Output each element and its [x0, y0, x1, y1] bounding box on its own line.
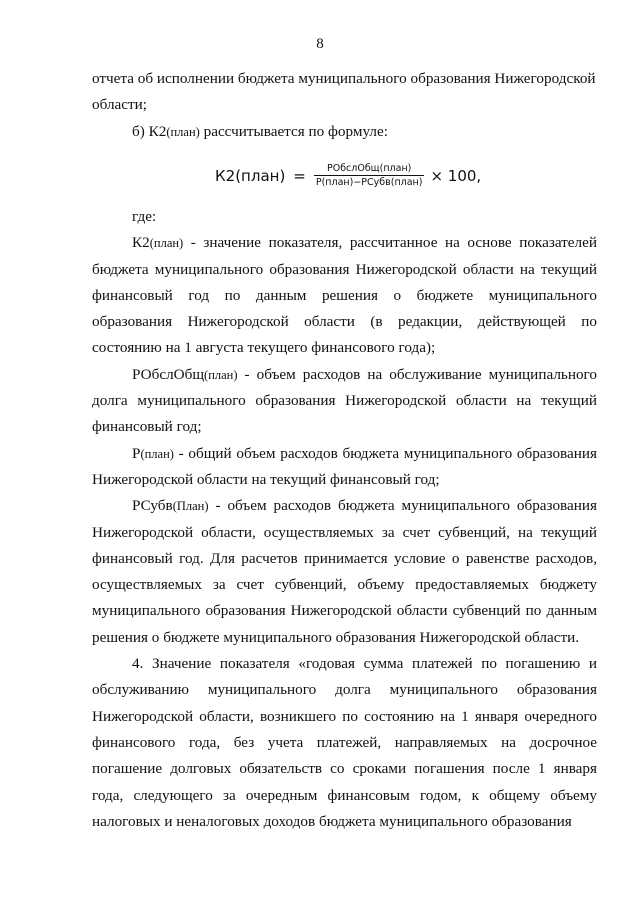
formula-intro-paragraph: [92, 119, 597, 145]
definition-term-sub: (план): [140, 446, 174, 461]
definition-term-sub: (план): [204, 367, 238, 382]
definition-term: Р: [132, 444, 141, 462]
definition-paragraph: [92, 441, 597, 494]
definition-term: К2: [132, 234, 150, 252]
definition-term-sub: (план): [149, 236, 184, 251]
formula-denominator: Р(план)−РСубв(план): [315, 177, 423, 188]
definition-text: - объем расходов на обслуживание муниципального долга муниципального образования Нижегородской области на текущий финансовый год;: [92, 365, 597, 436]
intro-line-2: области;: [92, 96, 147, 114]
definition-text: - общий объем расходов бюджета муниципального образования Нижегородской области на текущий финансовый год;: [92, 444, 597, 488]
definition-paragraph: [92, 493, 597, 651]
formula-intro-main: б) К2: [132, 122, 167, 140]
definitions-block: [92, 204, 597, 835]
intro-block: [92, 66, 597, 145]
definition-paragraph: [92, 230, 597, 361]
formula-intro-sub: (план): [166, 124, 200, 139]
formula-equals: =: [293, 166, 306, 185]
formula-fraction: [314, 162, 425, 189]
definition-text: - значение показателя, рассчитанное на основе показателей бюджета муниципального образования Нижегородской области на текущий финансовый год по данным решения о бюджете муниципального образования Нижегородской области (в редакции, действующей по состоянию на 1 августа текущего финансового года);: [92, 234, 597, 357]
definition-text: - объем расходов бюджета муниципального образования Нижегородской области, осуществляемых за счет субвенций, на текущий финансовый год. Для расчетов принимается условие о равенстве расходов, осуществляемых за счет субвенций, объему предоставляемых бюджету муниципального образования Нижегородской области субвенций по данным решения о бюджете муниципального образования Нижегородской области.: [92, 497, 597, 646]
formula-numerator: РОбслОбщ(план): [326, 163, 412, 174]
intro-line-1: отчета об исполнении бюджета муниципального образования Нижегородской: [92, 70, 596, 87]
definition-term: РОбслОбщ: [132, 365, 205, 383]
definition-term-sub: (План): [172, 499, 209, 514]
definition-term: РСубв: [132, 497, 173, 515]
definition-paragraph: [92, 362, 597, 441]
where-label: где:: [132, 208, 157, 225]
item-4-paragraph: 4. Значение показателя «годовая сумма платежей по погашению и обслуживанию муниципального долга муниципального образования Нижегородской области, возникшего по состоянию на 1 января очередного финансового года, без учета платежей, направляемых на досрочное погашение долговых обязательств со сроками погашения после 1 января года, следующего за очередным финансовым годом, к общему объему налоговых и неналоговых доходов бюджета муниципального образования: [92, 655, 597, 830]
formula: [215, 162, 481, 189]
formula-tail: × 100,: [430, 166, 482, 185]
page-number: 8: [316, 36, 324, 52]
formula-intro-rest: рассчитывается по формуле:: [199, 122, 388, 140]
formula-lhs: К2(план): [215, 166, 286, 185]
intro-paragraph: [92, 66, 597, 119]
